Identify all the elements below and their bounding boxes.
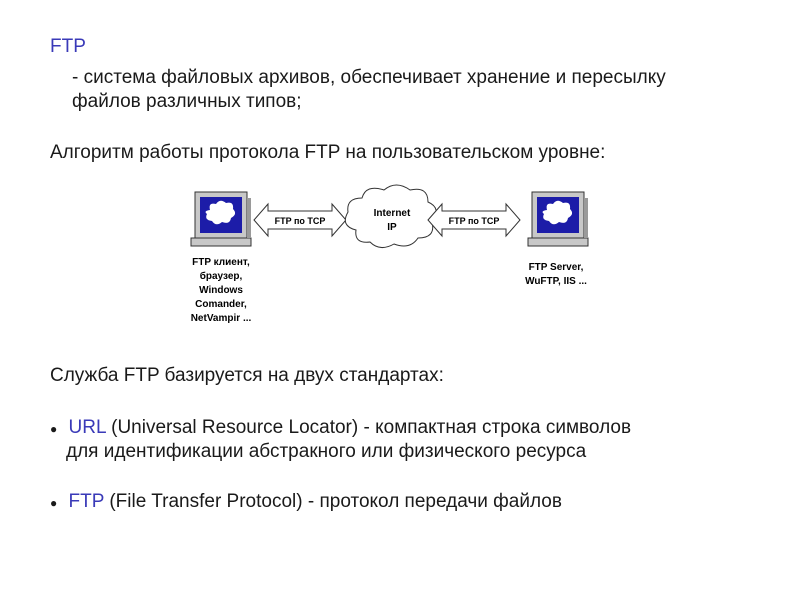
page-title: FTP <box>50 36 86 57</box>
client-label-3: Windows <box>199 285 243 296</box>
ftp-description: (File Transfer Protocol) - протокол передачи файлов <box>104 491 562 512</box>
bullet-ftp <box>50 490 562 515</box>
client-label-2: браузер, <box>199 271 243 282</box>
server-label-2: WuFTP, IIS ... <box>525 276 587 287</box>
standards-title: Служба FTP базируется на двух стандартах: <box>50 365 444 386</box>
left-double-arrow <box>254 204 346 236</box>
client-computer-icon <box>191 192 251 246</box>
bullet-dot-icon: ● <box>50 496 58 510</box>
server-label-1: FTP Server, <box>528 262 584 273</box>
definition-line-2: файлов различных типов; <box>72 91 302 112</box>
arrow-right-label: FTP по TCP <box>448 216 500 226</box>
url-description-line-1: (Universal Resource Locator) - компактная строка символов <box>105 417 632 438</box>
client-label-4: Comander, <box>195 299 247 310</box>
bullet-dot-icon: ● <box>50 422 58 436</box>
right-double-arrow <box>428 204 520 236</box>
url-description-line-2: для идентификации абстракного или физического ресурса <box>66 441 587 462</box>
definition-line-1: - система файловых архивов, обеспечивает хранение и пересылку <box>72 67 666 88</box>
url-term: URL <box>68 417 106 438</box>
internet-cloud <box>345 185 436 248</box>
bullet-url <box>50 416 631 441</box>
server-computer-icon <box>528 192 588 246</box>
ftp-term: FTP <box>68 491 105 512</box>
cloud-label-internet: Internet <box>373 208 411 219</box>
cloud-label-ip: IP <box>387 222 397 233</box>
algorithm-title: Алгоритм работы протокола FTP на пользовательском уровне: <box>50 142 606 163</box>
ftp-diagram <box>170 180 610 340</box>
client-label-1: FTP клиент, <box>192 257 250 268</box>
arrow-left-label: FTP по TCP <box>274 216 326 226</box>
client-label-5: NetVampir ... <box>190 313 252 324</box>
